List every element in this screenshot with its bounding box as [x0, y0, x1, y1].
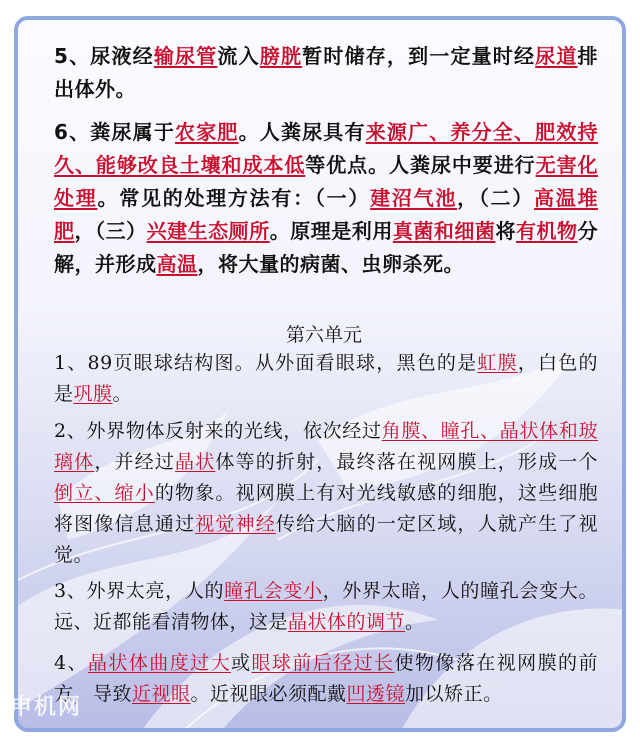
unit-title: 第六单元	[285, 324, 362, 346]
page-frame	[14, 16, 626, 732]
paragraph-6: 6、粪尿属于农家肥。人粪尿具有来源广、养分全、肥效持久、能够改良土壤和成本低等优点。人粪尿中要进行无害化处理。常见的处理方法有：（一）建沼气池，（二）高温堆肥，（三）兴建生态厕所。原理是利用真菌和细菌将有机物分解，并形成高温，将大量的病菌、虫卵杀死。	[54, 120, 599, 276]
watermark: 申机网	[10, 695, 83, 720]
item-1: 1、89页眼球结构图。从外面看眼球，黑色的是虹膜，白色的是巩膜。	[54, 352, 598, 405]
paragraph-5: 5、尿液经输尿管流入膀胱暂时储存，到一定量时经尿道排出体外。	[54, 44, 599, 101]
item-4: 4、晶状体曲度过大或眼球前后径过长使物像落在视网膜的前方，导致近视眼。近视眼必须配戴凹透镜加以矫正。	[54, 652, 598, 705]
item-2: 2、外界物体反射来的光线，依次经过角膜、瞳孔、晶状体和玻璃体，并经过晶状体等的折射，最终落在视网膜上，形成一个倒立、缩小的物象。视网膜上有对光线敏感的细胞，这些细胞将图像信息通过视觉神经传给大脑的一定区域，人就产生了视觉。	[54, 420, 598, 566]
item-3: 3、外界太亮，人的瞳孔会变小，外界太暗，人的瞳孔会变大。远、近都能看清物体，这是晶状体的调节。	[54, 580, 598, 633]
